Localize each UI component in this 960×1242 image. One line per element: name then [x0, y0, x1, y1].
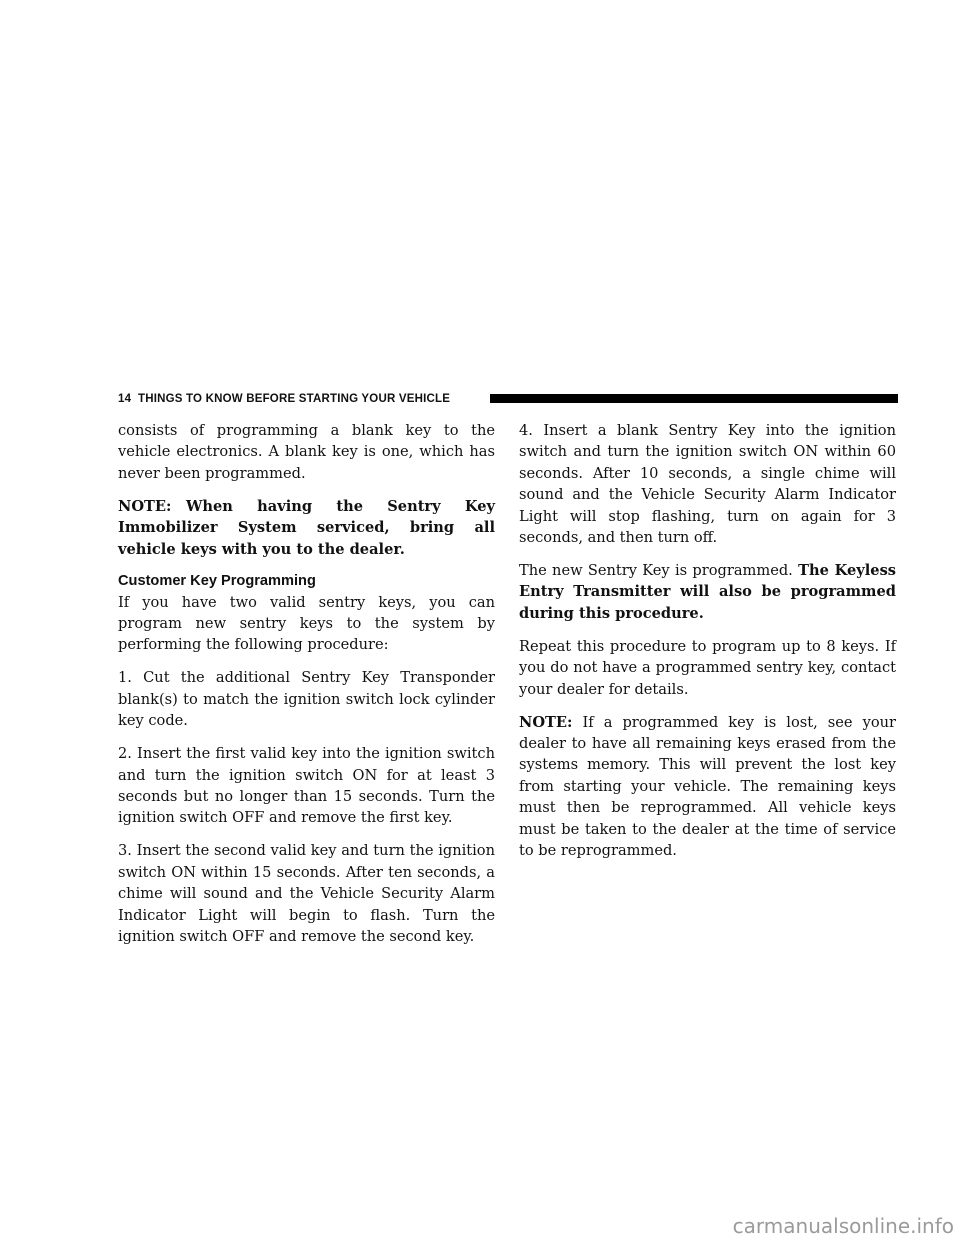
- section-title: THINGS TO KNOW BEFORE STARTING YOUR VEHICLE: [138, 393, 451, 405]
- programmed-paragraph: [519, 560, 896, 624]
- note-label: NOTE:: [519, 713, 573, 731]
- page-header-text: [118, 391, 450, 407]
- section-heading: Customer Key Programming: [118, 572, 316, 589]
- right-column: [519, 420, 896, 873]
- note-lost-key: [519, 712, 896, 862]
- watermark: carmanualsonline.info: [732, 1214, 954, 1238]
- step-2: 2. Insert the first valid key into the ignition switch and turn the ignition switch ON for at least 3 seconds but no longer than 15 seconds. Turn the ignition switch OFF and remove the first key.: [118, 745, 495, 827]
- header-rule: [490, 394, 898, 403]
- page-number: 14: [118, 393, 132, 405]
- repeat-paragraph: Repeat this procedure to program up to 8 keys. If you do not have a programmed sentry key, contact your dealer for details.: [519, 637, 896, 698]
- page-header: [118, 391, 898, 409]
- step-1: 1. Cut the additional Sentry Key Transponder blank(s) to match the ignition switch lock cylinder key code.: [118, 669, 495, 730]
- step-4: 4. Insert a blank Sentry Key into the ignition switch and turn the ignition switch ON within 60 seconds. After 10 seconds, a single chime will sound and the Vehicle Security Alarm Indicator Light will stop flashing, turn on again for 3 seconds, and then turn off.: [519, 422, 896, 547]
- intro-paragraph: consists of programming a blank key to the vehicle electronics. A blank key is one, which has never been programmed.: [118, 422, 495, 482]
- programmed-bold: The Keyless Entry Transmitter will also be programmed during this procedure.: [519, 562, 896, 622]
- programmed-lead: The new Sentry Key is programmed.: [519, 562, 799, 580]
- note-text: If a programmed key is lost, see your dealer to have all remaining keys erased from the systems memory. This will prevent the lost key from starting your vehicle. The remaining keys must then be reprogrammed. All vehicle keys must be taken to the dealer at the time of service to be reprogrammed.: [519, 713, 896, 860]
- left-column: [118, 420, 495, 959]
- procedure-intro: If you have two valid sentry keys, you can program new sentry keys to the system by performing the following procedure:: [118, 593, 495, 654]
- step-3: 3. Insert the second valid key and turn the ignition switch ON within 15 seconds. After ten seconds, a chime will sound and the Vehicle Security Alarm Indicator Light will begin to flash. Turn the ignition switch OFF and remove the second key.: [118, 842, 495, 946]
- note-immobilizer: NOTE: When having the Sentry Key Immobilizer System serviced, bring all vehicle keys with you to the dealer.: [118, 497, 495, 558]
